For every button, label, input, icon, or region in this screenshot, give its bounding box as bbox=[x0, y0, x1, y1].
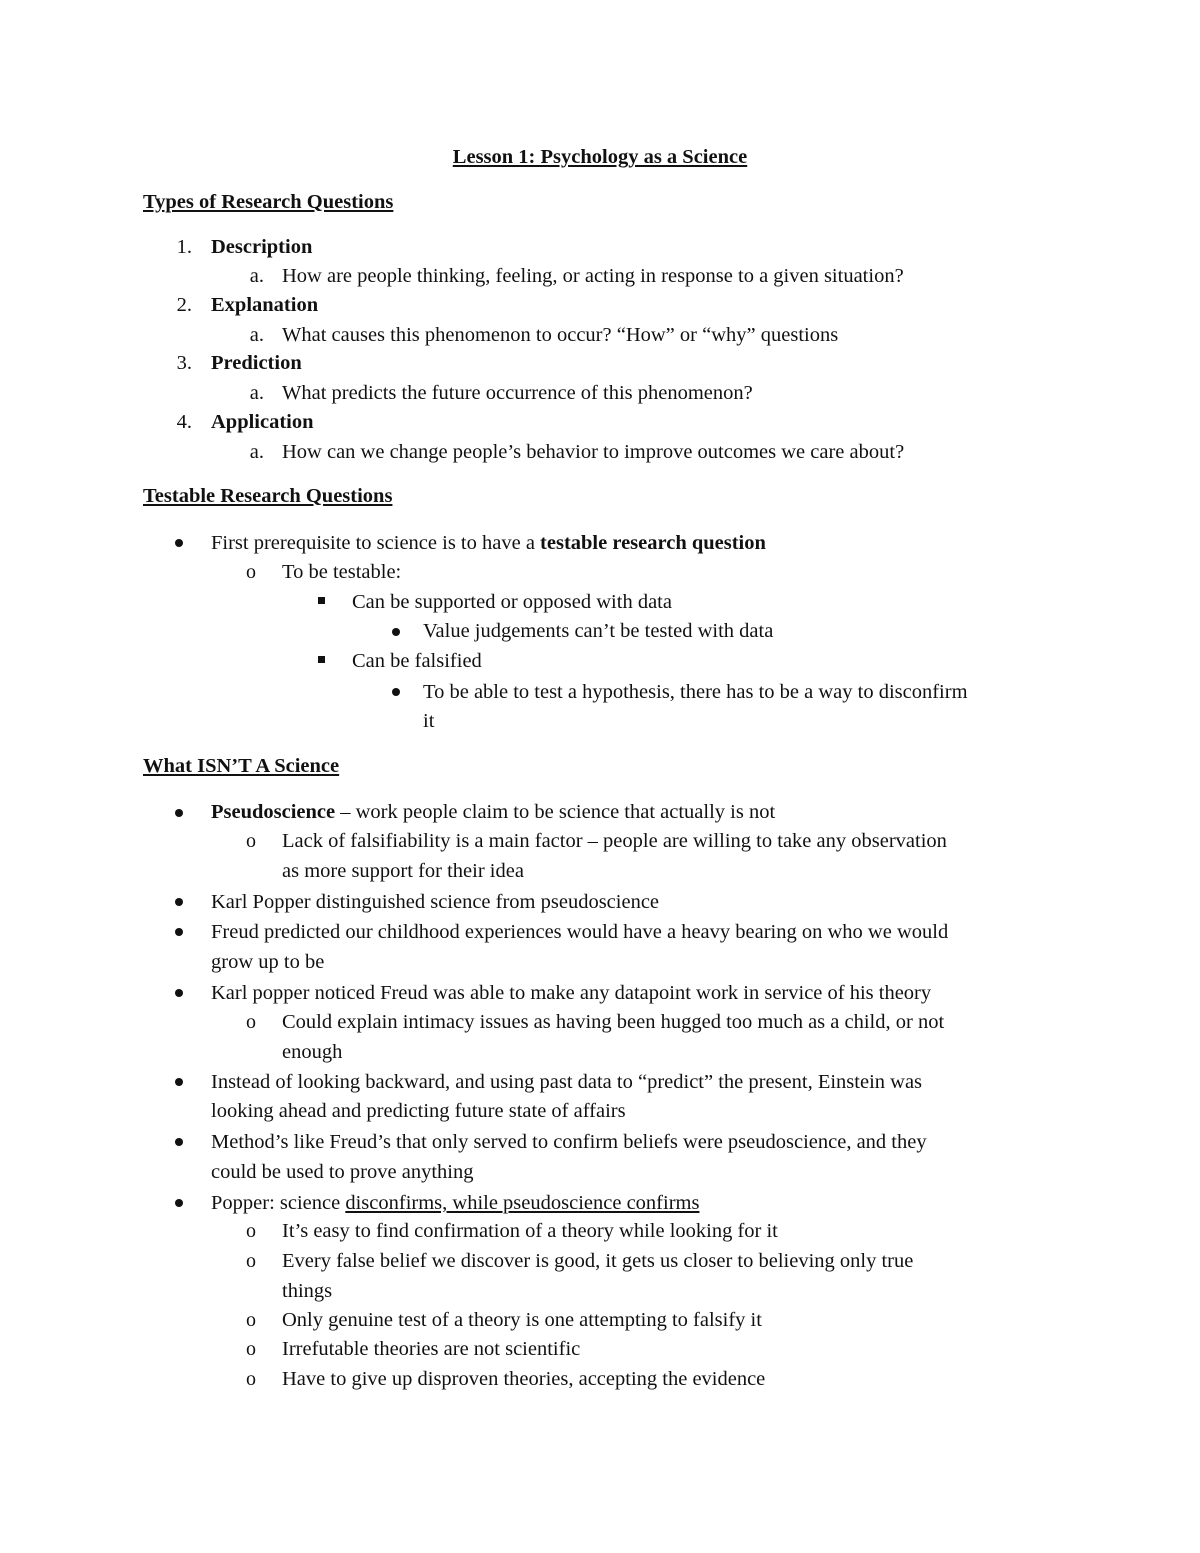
bullet-text-continued: enough bbox=[282, 1041, 343, 1063]
bullet-icon bbox=[175, 1138, 183, 1146]
circle-bullet-icon: o bbox=[246, 1220, 256, 1242]
list-item-text: How are people thinking, feeling, or acting in response to a given situation? bbox=[282, 265, 904, 287]
bullet-text: Instead of looking backward, and using past data to “predict” the present, Einstein was bbox=[211, 1071, 923, 1093]
bullet-text: Have to give up disproven theories, accepting the evidence bbox=[282, 1368, 766, 1390]
bullet-text: Only genuine test of a theory is one attempting to falsify it bbox=[282, 1309, 762, 1331]
bold-term: Pseudoscience bbox=[211, 801, 336, 823]
square-bullet-icon bbox=[318, 656, 325, 663]
list-number: 3. bbox=[176, 352, 192, 374]
circle-bullet-icon: o bbox=[246, 830, 256, 852]
circle-bullet-icon: o bbox=[246, 1309, 256, 1331]
list-number: 4. bbox=[176, 411, 192, 433]
list-item-label: Explanation bbox=[211, 294, 319, 316]
list-item-text: What predicts the future occurrence of this phenomenon? bbox=[282, 382, 753, 404]
bullet-text: To be testable: bbox=[282, 561, 402, 583]
list-item-label: Prediction bbox=[211, 352, 302, 374]
bullet-text-continued: could be used to prove anything bbox=[211, 1161, 474, 1183]
list-letter: a. bbox=[249, 382, 264, 404]
bullet-text: Can be supported or opposed with data bbox=[352, 591, 672, 613]
bullet-text: Value judgements can’t be tested with data bbox=[423, 620, 774, 642]
list-letter: a. bbox=[249, 441, 264, 463]
bullet-icon bbox=[175, 1078, 183, 1086]
bullet-text: Irrefutable theories are not scientific bbox=[282, 1338, 581, 1360]
bullet-icon bbox=[175, 898, 183, 906]
bullet-text-continued: looking ahead and predicting future state of affairs bbox=[211, 1100, 626, 1122]
bold-term: testable research question bbox=[540, 532, 766, 554]
square-bullet-icon bbox=[318, 597, 325, 604]
bullet-text: Can be falsified bbox=[352, 650, 482, 672]
list-number: 2. bbox=[176, 294, 192, 316]
list-item-text: What causes this phenomenon to occur? “How” or “why” questions bbox=[282, 324, 839, 346]
list-item-label: Description bbox=[211, 236, 313, 258]
list-item-label: Application bbox=[211, 411, 314, 433]
circle-bullet-icon: o bbox=[246, 1338, 256, 1360]
section-heading-types: Types of Research Questions bbox=[143, 191, 394, 213]
list-letter: a. bbox=[249, 324, 264, 346]
bullet-text-continued: as more support for their idea bbox=[282, 860, 524, 882]
section-heading-testable: Testable Research Questions bbox=[143, 485, 393, 507]
bullet-text: Karl popper noticed Freud was able to make any datapoint work in service of his theory bbox=[211, 982, 932, 1004]
bullet-icon bbox=[392, 628, 400, 636]
bullet-text-continued: it bbox=[423, 710, 435, 732]
bullet-icon bbox=[175, 928, 183, 936]
bullet-icon bbox=[175, 989, 183, 997]
circle-bullet-icon: o bbox=[246, 1368, 256, 1390]
circle-bullet-icon: o bbox=[246, 1250, 256, 1272]
bullet-text: To be able to test a hypothesis, there has to be a way to disconfirm bbox=[423, 681, 968, 703]
bullet-text-continued: things bbox=[282, 1280, 333, 1302]
bullet-text: It’s easy to find confirmation of a theory while looking for it bbox=[282, 1220, 778, 1242]
bullet-text: Every false belief we discover is good, it gets us closer to believing only true bbox=[282, 1250, 914, 1272]
bullet-text-continued: grow up to be bbox=[211, 951, 325, 973]
text-run: First prerequisite to science is to have a bbox=[211, 532, 541, 554]
bullet-text: Freud predicted our childhood experiences would have a heavy bearing on who we would bbox=[211, 921, 949, 943]
bullet-text: Method’s like Freud’s that only served to confirm beliefs were pseudoscience, and they bbox=[211, 1131, 927, 1153]
bullet-text: Could explain intimacy issues as having been hugged too much as a child, or not bbox=[282, 1011, 945, 1033]
bullet-text: Lack of falsifiability is a main factor – people are willing to take any observation bbox=[282, 830, 947, 852]
bullet-text bbox=[211, 528, 766, 558]
list-item-text: How can we change people’s behavior to improve outcomes we care about? bbox=[282, 441, 905, 463]
bullet-text bbox=[211, 797, 775, 827]
text-run: Popper: science bbox=[211, 1192, 346, 1214]
bullet-text: Karl Popper distinguished science from pseudoscience bbox=[211, 891, 660, 913]
bullet-icon bbox=[392, 688, 400, 696]
page-title: Lesson 1: Psychology as a Science bbox=[452, 146, 748, 168]
text-run: – work people claim to be science that actually is not bbox=[335, 801, 776, 823]
list-letter: a. bbox=[249, 265, 264, 287]
section-heading-not-science: What ISN’T A Science bbox=[143, 755, 340, 777]
bullet-icon bbox=[175, 539, 183, 547]
bullet-text bbox=[211, 1188, 699, 1218]
underlined-phrase: disconfirms, while pseudoscience confirms bbox=[345, 1192, 700, 1214]
circle-bullet-icon: o bbox=[246, 561, 256, 583]
list-number: 1. bbox=[176, 236, 192, 258]
circle-bullet-icon: o bbox=[246, 1011, 256, 1033]
bullet-icon bbox=[175, 809, 183, 817]
bullet-icon bbox=[175, 1199, 183, 1207]
